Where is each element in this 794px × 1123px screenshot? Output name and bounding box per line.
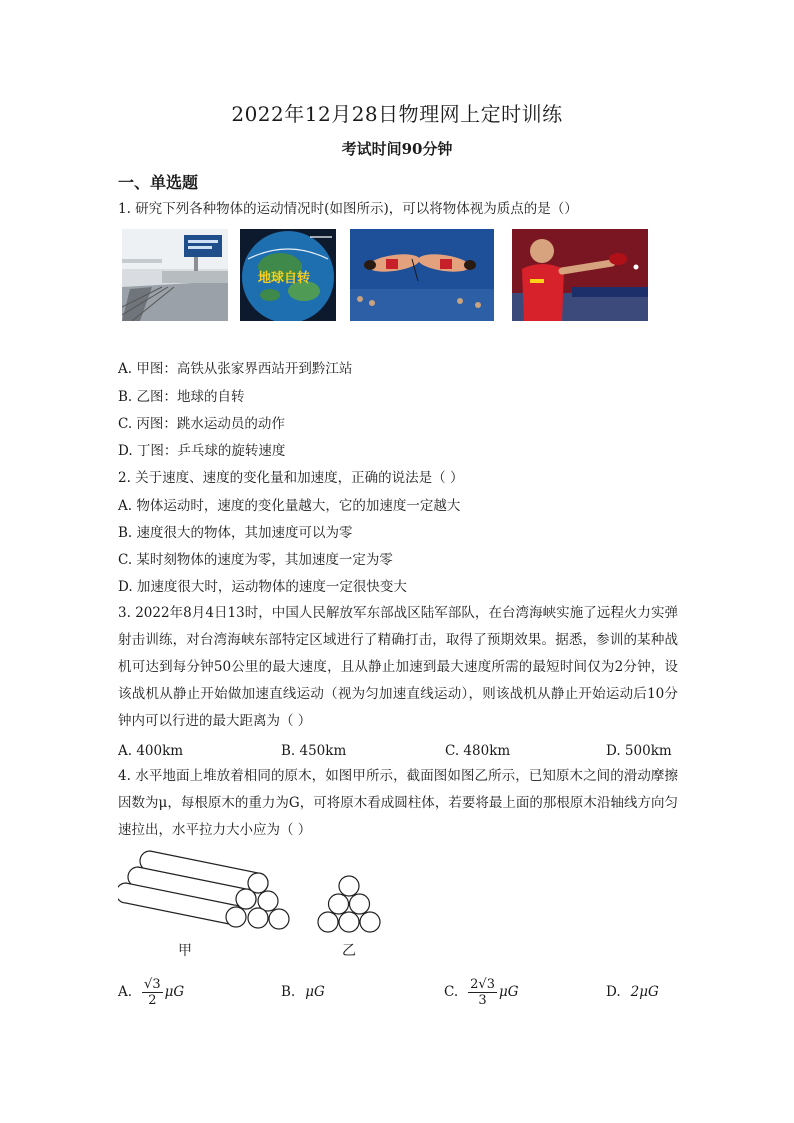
exam-duration: 考试时间90分钟 xyxy=(341,140,453,158)
q4-option-c-numerator: 2√3 xyxy=(470,976,495,992)
photo-divers xyxy=(350,229,494,321)
q4-option-c-denominator: 3 xyxy=(478,992,487,1008)
q4-option-b xyxy=(281,970,325,1014)
q1-option-d: D. 丁图：乒乓球的旋转速度 xyxy=(118,443,286,459)
q4-option-a-fraction xyxy=(142,977,163,1008)
q4-option-d-value: 2μG xyxy=(630,984,659,1000)
photo-train-station xyxy=(122,229,228,321)
figure-cross-section xyxy=(316,874,382,936)
q3-option-b: B. 450km xyxy=(281,743,347,759)
photo-earth-rotation xyxy=(240,229,336,321)
figure-yi-label: 乙 xyxy=(342,943,356,959)
q4-option-a-denominator: 2 xyxy=(148,992,157,1008)
earth-rotation-caption: 地球自转 xyxy=(258,271,311,286)
q1-option-c: C. 丙图：跳水运动员的动作 xyxy=(118,416,285,432)
q3-option-d: D. 500km xyxy=(606,743,672,759)
q1-option-b: B. 乙图：地球的自转 xyxy=(118,389,245,405)
q2-stem: 2. 关于速度、速度的变化量和加速度，正确的说法是（ ） xyxy=(118,470,464,486)
section-heading: 一、单选题 xyxy=(118,173,199,192)
q3-stem: 3. 2022年8月4日13时，中国人民解放军东部战区陆军部队，在台湾海峡实施了远程火力实弹射击训练，对台湾海峡东部特定区域进行了精确打击，取得了预期效果。据悉，参训的某种战机可达到每分钟50公里的最大速度，且从静止加速到最大速度所需的最短时间仅为2分钟，设该战机从静止开始做加速直线运动（视为匀加速直线运动），则该战机从静止开始运动后10分钟内可以行进的最大距离为（ ） xyxy=(118,605,678,729)
q1-stem: 1. 研究下列各种物体的运动情况时(如图所示)，可以将物体视为质点的是（） xyxy=(118,201,578,217)
q4-option-a-tail: μG xyxy=(164,984,185,1000)
figure-jia-label: 甲 xyxy=(178,943,192,959)
q4-option-c-fraction xyxy=(468,977,497,1008)
q4-option-d xyxy=(606,970,659,1014)
q4-option-c-label: C. xyxy=(444,984,459,1000)
q4-option-c-tail: μG xyxy=(498,984,519,1000)
q4-option-a xyxy=(118,970,184,1014)
q2-option-a: A. 物体运动时，速度的变化量越大，它的加速度一定越大 xyxy=(118,498,461,514)
q4-option-d-label: D. xyxy=(606,984,621,1000)
q2-option-c: C. 某时刻物体的速度为零，其加速度一定为零 xyxy=(118,552,393,568)
q2-option-d: D. 加速度很大时，运动物体的速度一定很快变大 xyxy=(118,579,407,595)
q1-option-a: A. 甲图：高铁从张家界西站开到黔江站 xyxy=(118,361,353,377)
q4-stem: 4. 水平地面上堆放着相同的原木，如图甲所示，截面图如图乙所示，已知原木之间的滑动摩擦因数为μ，每根原木的重力为G，可将原木看成圆柱体，若要将最上面的那根原木沿轴线方向匀速拉出，水平拉力大小应为（ ） xyxy=(118,768,678,838)
q4-option-b-value: μG xyxy=(305,984,325,1000)
q2-option-b: B. 速度很大的物体，其加速度可以为零 xyxy=(118,525,353,541)
q4-option-a-label: A. xyxy=(118,984,133,1000)
page-title: 2022年12月28日物理网上定时训练 xyxy=(231,102,563,126)
q4-option-a-numerator: √3 xyxy=(144,976,161,992)
q3-option-a: A. 400km xyxy=(118,743,184,759)
q4-option-c xyxy=(444,970,519,1014)
q4-option-b-label: B. xyxy=(281,984,296,1000)
q3-option-c: C. 480km xyxy=(445,743,511,759)
photo-table-tennis xyxy=(512,229,648,321)
figure-log-pile xyxy=(118,845,298,937)
